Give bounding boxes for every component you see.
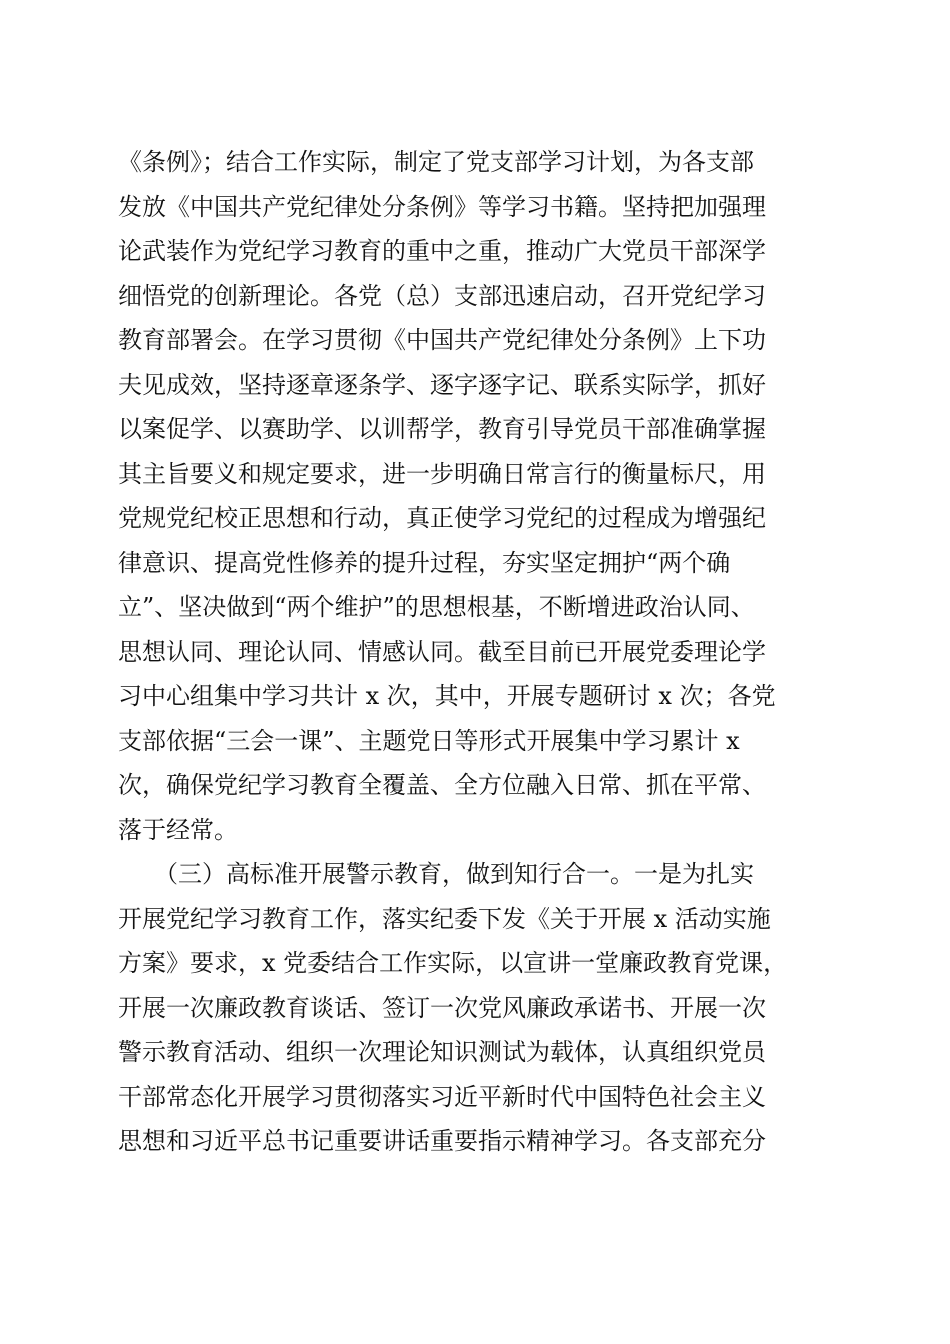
text-line: 干部常态化开展学习贯彻落实习近平新时代中国特色社会主义 xyxy=(118,1082,766,1111)
text-line: 警示教育活动、组织一次理论知识测试为载体，认真组织党员 xyxy=(118,1038,766,1066)
text-line: 夫见成效，坚持逐章逐条学、逐字逐字记、联系实际学，抓好 xyxy=(118,370,766,399)
text-line: 《条例》；结合工作实际，制定了党支部学习计划，为各支部 xyxy=(118,148,754,176)
section-heading-line: （三）高标准开展警示教育，做到知行合一。一是为扎实 xyxy=(118,860,754,888)
text-line: 以案促学、以赛助学、以训帮学，教育引导党员干部准确掌握 xyxy=(118,415,766,443)
text-line: 论武装作为党纪学习教育的重中之重，推动广大党员干部深学 xyxy=(118,237,766,265)
text-line: 开展一次廉政教育谈话、签订一次党风廉政承诺书、开展一次 xyxy=(118,993,766,1022)
text-line: 其主旨要义和规定要求，进一步明确日常言行的衡量标尺，用 xyxy=(118,459,766,488)
text-line: 次，确保党纪学习教育全覆盖、全方位融入日常、抓在平常、 xyxy=(118,771,766,799)
text-line: 支部依据“三会一课”、主题党日等形式开展集中学习累计 x xyxy=(118,726,740,755)
text-line: 习中心组集中学习共计 x 次，其中，开展专题研讨 x 次；各党 xyxy=(118,682,776,710)
text-line: 律意识、提高党性修养的提升过程，夯实坚定拥护“两个确 xyxy=(118,548,731,577)
body-text xyxy=(118,140,838,1164)
text-line: 开展党纪学习教育工作，落实纪委下发《关于开展 x 活动实施 xyxy=(118,904,771,933)
text-line: 教育部署会。在学习贯彻《中国共产党纪律处分条例》上下功 xyxy=(118,326,766,354)
text-line: 落于经常。 xyxy=(118,815,238,844)
text-line: 思想认同、理论认同、情感认同。截至目前已开展党委理论学 xyxy=(118,637,766,666)
text-line: 细悟党的创新理论。各党（总）支部迅速启动，召开党纪学习 xyxy=(118,281,766,310)
text-line: 方案》要求，x 党委结合工作实际，以宣讲一堂廉政教育党课， xyxy=(118,949,788,977)
text-line: 立”、坚决做到“两个维护”的思想根基，不断增进政治认同、 xyxy=(118,593,755,621)
text-line: 党规党纪校正思想和行动，真正使学习党纪的过程成为增强纪 xyxy=(118,504,766,532)
text-line: 思想和习近平总书记重要讲话重要指示精神学习。各支部充分 xyxy=(118,1127,766,1155)
text-line: 发放《中国共产党纪律处分条例》等学习书籍。坚持把加强理 xyxy=(118,192,766,221)
